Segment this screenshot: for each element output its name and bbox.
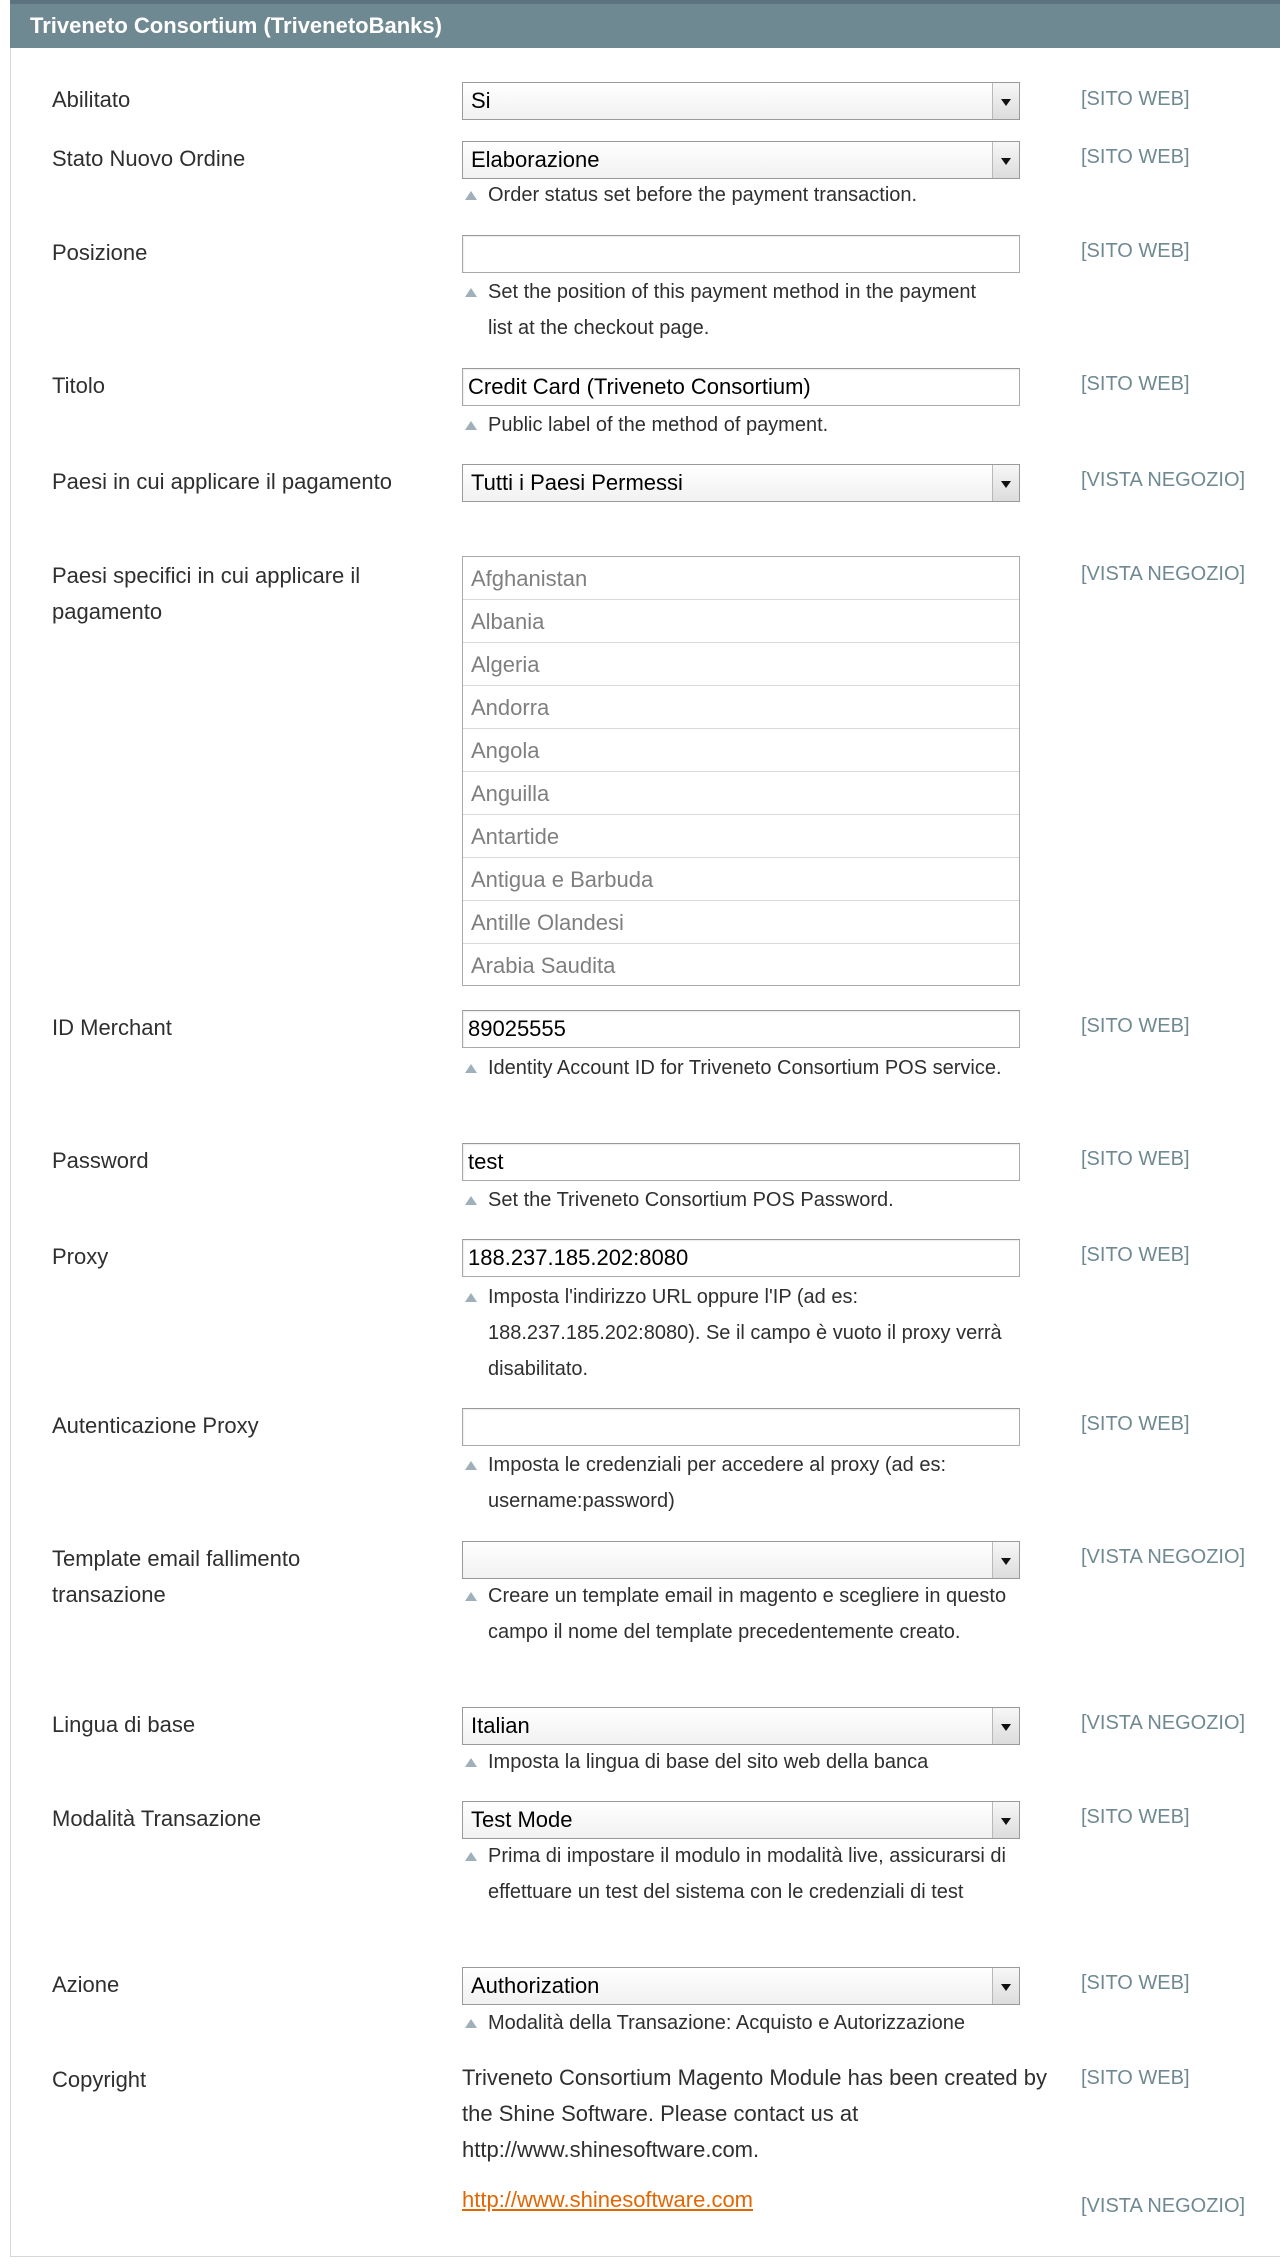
scope-paesi: [VISTA NEGOZIO] — [1081, 469, 1246, 491]
triangle-icon — [465, 1293, 477, 1302]
chevron-down-icon — [992, 1542, 1019, 1578]
scope-template: [VISTA NEGOZIO] — [1081, 1546, 1246, 1568]
section-header[interactable] — [10, 0, 1280, 48]
triangle-icon — [465, 1461, 477, 1470]
paesi-value: Tutti i Paesi Permessi — [471, 470, 683, 495]
abilitato-select[interactable] — [462, 82, 1020, 120]
note-merchant: Identity Account ID for Triveneto Consortium POS service. — [462, 1050, 1022, 1086]
stato-value: Elaborazione — [471, 147, 600, 172]
scope-proxy: [SITO WEB] — [1081, 1244, 1190, 1266]
triangle-icon — [465, 2019, 477, 2028]
modalita-select[interactable] — [462, 1801, 1020, 1839]
country-option[interactable]: Andorra — [463, 686, 1019, 729]
label-stato: Stato Nuovo Ordine — [52, 146, 246, 171]
label-abilitato: Abilitato — [52, 87, 131, 112]
chevron-down-icon — [992, 1968, 1019, 2004]
country-option[interactable]: Afghanistan — [463, 557, 1019, 600]
chevron-down-icon — [992, 83, 1019, 119]
copyright-text: Triveneto Consortium Magento Module has been created by the Shine Software. Please contact us at http://www.shinesoftware.com. — [462, 2065, 1047, 2162]
modalita-value: Test Mode — [471, 1807, 573, 1832]
scope-azione: [SITO WEB] — [1081, 1972, 1190, 1994]
country-option[interactable]: Angola — [463, 729, 1019, 772]
note-auth-proxy: Imposta le credenziali per accedere al proxy (ad es: username:password) — [462, 1447, 1042, 1519]
label-proxy: Proxy — [52, 1244, 109, 1269]
triangle-icon — [465, 1852, 477, 1861]
note-azione: Modalità della Transazione: Acquisto e Autorizzazione — [462, 2005, 1042, 2041]
section-title: Triveneto Consortium (TrivenetoBanks) — [30, 13, 442, 38]
lingua-value: Italian — [471, 1713, 530, 1738]
posizione-input[interactable] — [462, 235, 1020, 273]
label-lingua: Lingua di base — [52, 1712, 196, 1737]
auth-proxy-input[interactable] — [462, 1408, 1020, 1446]
triangle-icon — [465, 1758, 477, 1767]
stato-select[interactable] — [462, 141, 1020, 179]
note-proxy: Imposta l'indirizzo URL oppure l'IP (ad es: 188.237.185.202:8080). Se il campo è vuoto il proxy verrà disabilitato. — [462, 1279, 1042, 1387]
paesi-specifici-multiselect[interactable] — [462, 556, 1020, 986]
label-copyright: Copyright — [52, 2067, 147, 2092]
azione-select[interactable] — [462, 1967, 1020, 2005]
chevron-down-icon — [992, 142, 1019, 178]
triangle-icon — [465, 1592, 477, 1601]
proxy-input[interactable]: 188.237.185.202:8080 — [462, 1239, 1020, 1277]
label-paesi-specifici: Paesi specifici in cui applicare il pagamento — [52, 563, 361, 624]
chevron-down-icon — [992, 1708, 1019, 1744]
note-password: Set the Triveneto Consortium POS Password. — [462, 1182, 1042, 1218]
triangle-icon — [465, 421, 477, 430]
country-option[interactable]: Albania — [463, 600, 1019, 643]
label-azione: Azione — [52, 1972, 120, 1997]
scope-merchant: [SITO WEB] — [1081, 1015, 1190, 1037]
country-option[interactable]: Antigua e Barbuda — [463, 858, 1019, 901]
chevron-down-icon — [992, 1802, 1019, 1838]
password-input[interactable]: test — [462, 1143, 1020, 1181]
paesi-select[interactable] — [462, 464, 1020, 502]
abilitato-value: Si — [471, 88, 491, 113]
label-auth-proxy: Autenticazione Proxy — [52, 1413, 259, 1438]
label-modalita: Modalità Transazione — [52, 1806, 262, 1831]
scope-password: [SITO WEB] — [1081, 1148, 1190, 1170]
scope-titolo: [SITO WEB] — [1081, 373, 1190, 395]
shinesoftware-link[interactable]: http://www.shinesoftware.com — [462, 2187, 754, 2212]
note-lingua: Imposta la lingua di base del sito web della banca — [462, 1744, 1042, 1780]
scope-stato: [SITO WEB] — [1081, 146, 1190, 168]
label-password: Password — [52, 1148, 149, 1173]
label-posizione: Posizione — [52, 240, 148, 265]
note-modalita: Prima di impostare il modulo in modalità live, assicurarsi di effettuare un test del sistema con le credenziali di test — [462, 1838, 1042, 1910]
scope-lingua: [VISTA NEGOZIO] — [1081, 1712, 1246, 1734]
triangle-icon — [465, 1064, 477, 1073]
titolo-input[interactable]: Credit Card (Triveneto Consortium) — [462, 368, 1020, 406]
scope-abilitato: [SITO WEB] — [1081, 88, 1190, 110]
scope-auth-proxy: [SITO WEB] — [1081, 1413, 1190, 1435]
country-option[interactable]: Anguilla — [463, 772, 1019, 815]
scope-posizione: [SITO WEB] — [1081, 240, 1190, 262]
lingua-select[interactable] — [462, 1707, 1020, 1745]
scope-link: [VISTA NEGOZIO] — [1081, 2195, 1246, 2217]
country-option[interactable]: Algeria — [463, 643, 1019, 686]
country-option[interactable]: Antille Olandesi — [463, 901, 1019, 944]
azione-value: Authorization — [471, 1973, 600, 1998]
country-option[interactable]: Antartide — [463, 815, 1019, 858]
scope-modalita: [SITO WEB] — [1081, 1806, 1190, 1828]
merchant-input[interactable]: 89025555 — [462, 1010, 1020, 1048]
note-titolo: Public label of the method of payment. — [462, 407, 1042, 443]
triangle-icon — [465, 1196, 477, 1205]
label-paesi: Paesi in cui applicare il pagamento — [52, 469, 392, 494]
label-merchant: ID Merchant — [52, 1015, 172, 1040]
label-template: Template email fallimento transazione — [52, 1546, 301, 1607]
country-option[interactable]: Arabia Saudita — [463, 944, 1019, 986]
triangle-icon — [465, 288, 477, 297]
note-stato: Order status set before the payment transaction. — [462, 177, 1042, 213]
label-titolo: Titolo — [52, 373, 105, 398]
scope-copyright: [SITO WEB] — [1081, 2067, 1190, 2089]
note-template: Creare un template email in magento e scegliere in questo campo il nome del template precedentemente creato. — [462, 1578, 1042, 1650]
template-select[interactable] — [462, 1541, 1020, 1579]
note-posizione: Set the position of this payment method in the payment list at the checkout page. — [462, 274, 982, 346]
scope-paesi-specifici: [VISTA NEGOZIO] — [1081, 563, 1246, 585]
chevron-down-icon — [992, 465, 1019, 501]
triangle-icon — [465, 191, 477, 200]
